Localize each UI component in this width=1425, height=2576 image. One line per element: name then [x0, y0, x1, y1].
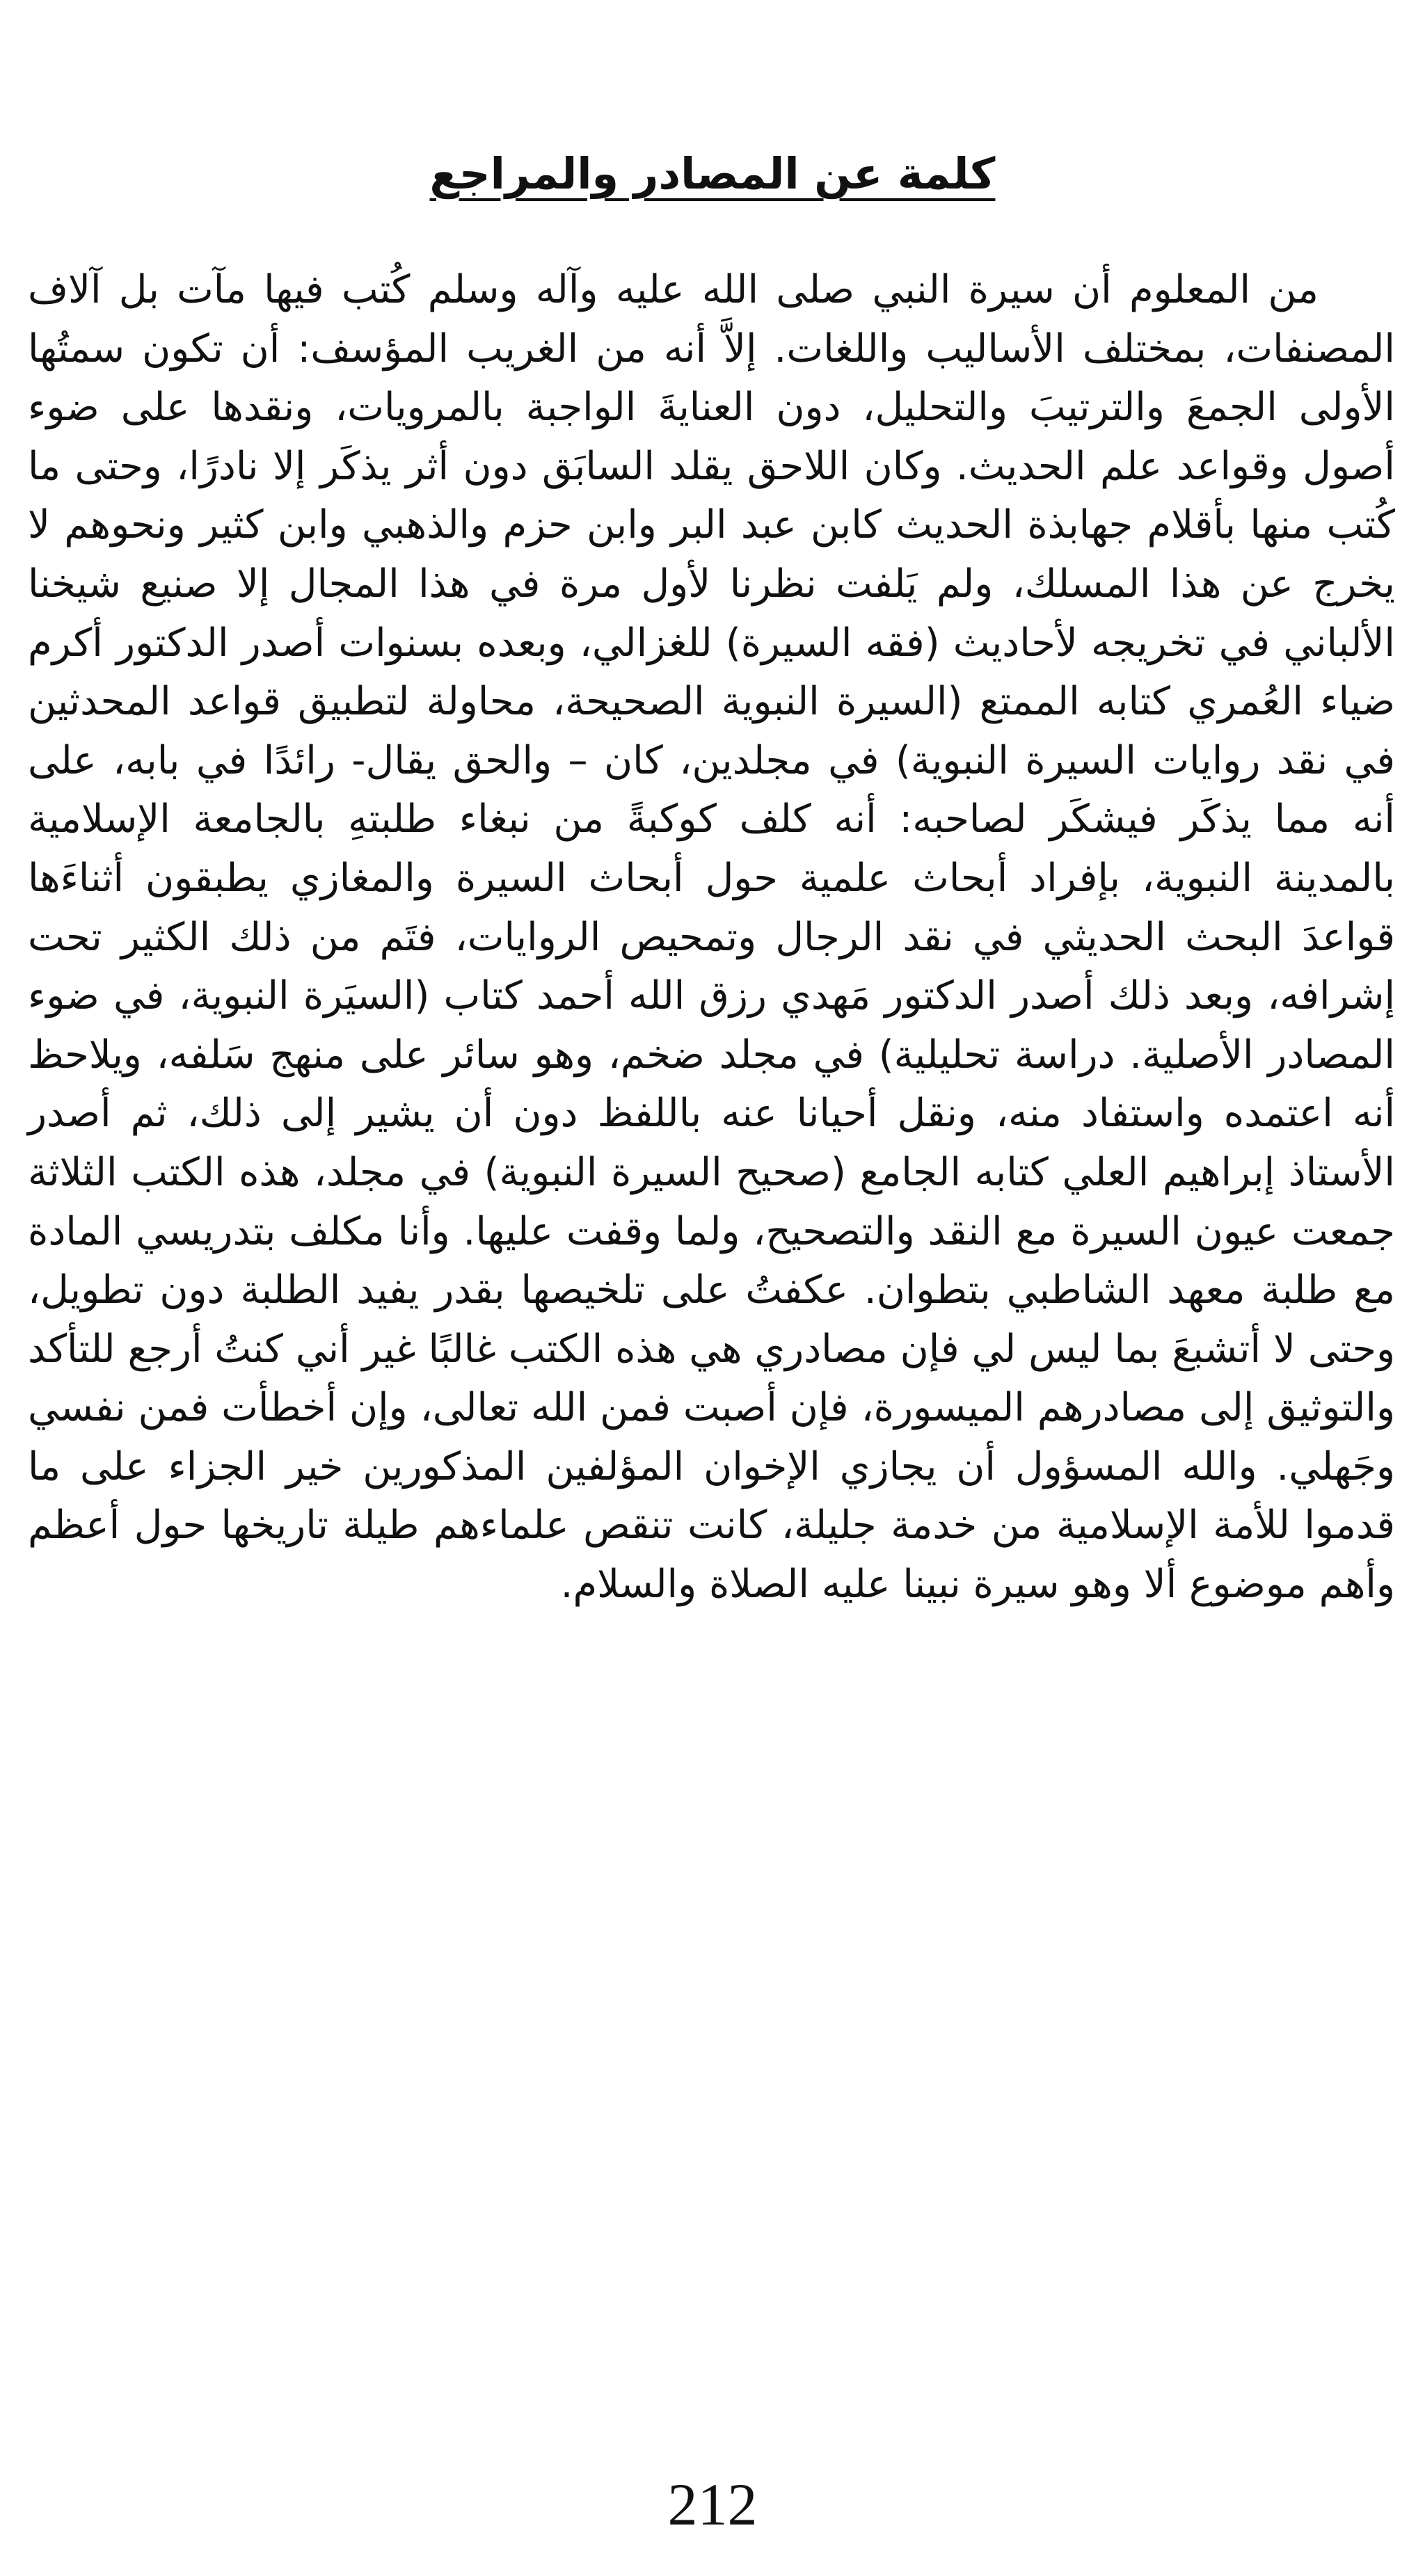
body-text [28, 261, 1395, 1615]
page-title-text: كلمة عن المصادر والمراجع [429, 148, 996, 199]
page-number: 212 [667, 2471, 758, 2538]
page-title [0, 143, 1425, 205]
body-paragraph: من المعلوم أن سيرة النبي صلى الله عليه وآله وسلم كُتب فيها مآت بل آلاف المصنفات، بمختلف الأساليب واللغات. إلاَّ أنه من الغريب المؤسف: أن تكون سمتُها الأولى الجمعَ والترتيبَ والتحليل، دون العنايةَ الواجبة بالمرويات، ونقدها على ضوء أصول وقواعد علم الحديث. وكان اللاحق يقلد السابَق دون أثر يذكَر إلا نادرًا، وحتى ما كُتب منها بأقلام جهابذة الحديث كابن عبد البر وابن حزم والذهبي وابن كثير ونحوهم لا يخرج عن هذا المسلك، ولم يَلفت نظرنا لأول مرة في هذا المجال إلا صنيع شيخنا الألباني في تخريجه لأحاديث (فقه السيرة) للغزالي، وبعده بسنوات أصدر الدكتور أكرم ضياء العُمري كتابه الممتع (السيرة النبوية الصحيحة، محاولة لتطبيق قواعد المحدثين في نقد روايات السيرة النبوية) في مجلدين، كان – والحق يقال- رائدًا في بابه، على أنه مما يذكَر فيشكَر لصاحبه: أنه كلف كوكبةً من نبغاء طلبتهِ بالجامعة الإسلامية بالمدينة النبوية، بإفراد أبحاث علمية حول أبحاث السيرة والمغازي يطبقون أثناءَها قواعدَ البحث الحديثي في نقد الرجال وتمحيص الروايات، فتَم من ذلك الكثير تحت إشرافه، وبعد ذلك أصدر الدكتور مَهدي رزق الله أحمد كتاب (السيَرة النبوية، في ضوء المصادر الأصلية. دراسة تحليلية) في مجلد ضخم، وهو سائر على منهج سَلفه، ويلاحظ أنه اعتمده واستفاد منه، ونقل أحيانا عنه باللفظ دون أن يشير إلى ذلك، ثم أصدر الأستاذ إبراهيم العلي كتابه الجامع (صحيح السيرة النبوية) في مجلد، هذه الكتب الثلاثة جمعت عيون السيرة مع النقد والتصحيح، ولما وقفت عليها. وأنا مكلف بتدريسي المادة مع طلبة معهد الشاطبي بتطوان. عكفتُ على تلخيصها بقدر يفيد الطلبة دون تطويل، وحتى لا أتشبعَ بما ليس لي فإن مصادري هي هذه الكتب غالبًا غير أني كنتُ أرجع للتأكد والتوثيق إلى مصادرهم الميسورة، فإن أصبت فمن الله تعالى، وإن أخطأت فمن نفسي وجَهلي. والله المسؤول أن يجازي الإخوان المؤلفين المذكورين خير الجزاء على ما قدموا للأمة الإسلامية من خدمة جليلة، كانت تنقص علماءهم طيلة تاريخها حول أعظم وأهم موضوع ألا وهو سيرة نبينا عليه الصلاة والسلام. [28, 267, 1395, 1608]
